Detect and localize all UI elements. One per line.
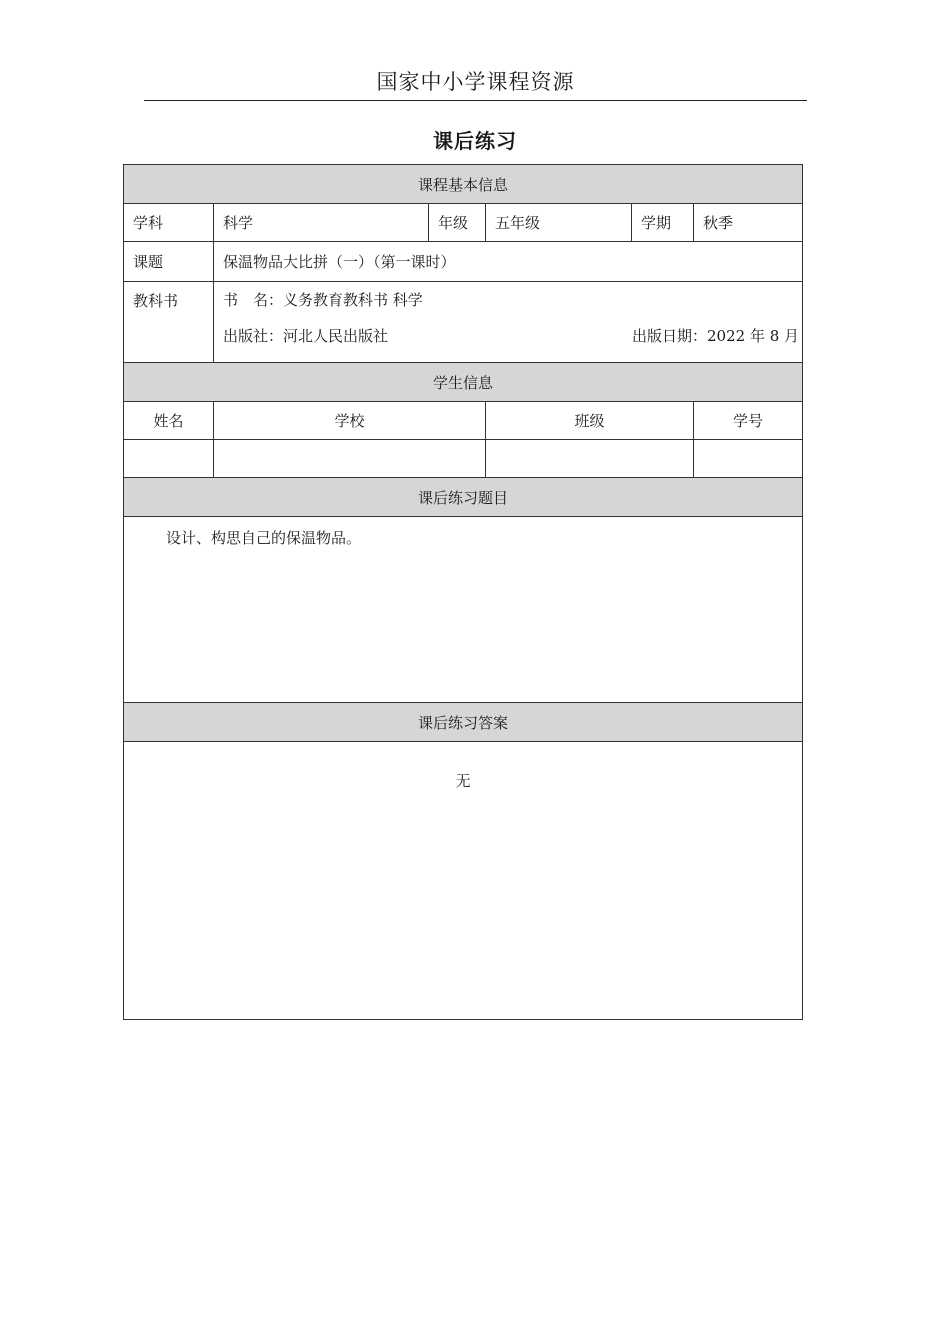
term-label: 学期 <box>632 204 694 242</box>
answer-content: 无 <box>124 742 803 1020</box>
section-header-student-info: 学生信息 <box>124 363 803 402</box>
column-header-name: 姓名 <box>124 402 214 440</box>
column-header-class <box>486 402 694 440</box>
student-school-field[interactable] <box>214 440 486 478</box>
grade-label: 年级 <box>429 204 486 242</box>
header-source-text: 国家中小学课程资源 <box>376 70 575 94</box>
subject-label: 学科 <box>124 204 214 242</box>
class-header-text: 班级 <box>574 412 605 430</box>
section-header-course-info: 课程基本信息 <box>124 165 803 204</box>
student-id-field[interactable] <box>694 440 803 478</box>
section-header-answer: 课后练习答案 <box>124 703 803 742</box>
column-header-student-id: 学号 <box>694 402 803 440</box>
page-header <box>144 64 807 101</box>
topic-value: 保温物品大比拼（一）（第一课时） <box>214 242 803 282</box>
book-name-line: 书 名：义务教育教科书 科学 <box>223 291 423 309</box>
publish-date-line: 出版日期：2022 年 8 月 <box>632 327 800 345</box>
publisher-line: 出版社：河北人民出版社 <box>223 327 389 345</box>
grade-value: 五年级 <box>486 204 632 242</box>
textbook-label: 教科书 <box>124 282 214 363</box>
publisher-row <box>223 326 800 362</box>
document-title: 课后练习 <box>433 129 517 153</box>
topic-label: 课题 <box>124 242 214 282</box>
term-value: 秋季 <box>694 204 803 242</box>
section-header-exercise: 课后练习题目 <box>124 478 803 517</box>
student-class-field[interactable] <box>486 440 694 478</box>
exercise-sheet-table <box>123 164 803 1020</box>
exercise-question: 设计、构思自己的保温物品。 <box>124 517 803 703</box>
student-name-field[interactable] <box>124 440 214 478</box>
textbook-details <box>214 282 803 363</box>
column-header-school: 学校 <box>214 402 486 440</box>
subject-value: 科学 <box>214 204 429 242</box>
